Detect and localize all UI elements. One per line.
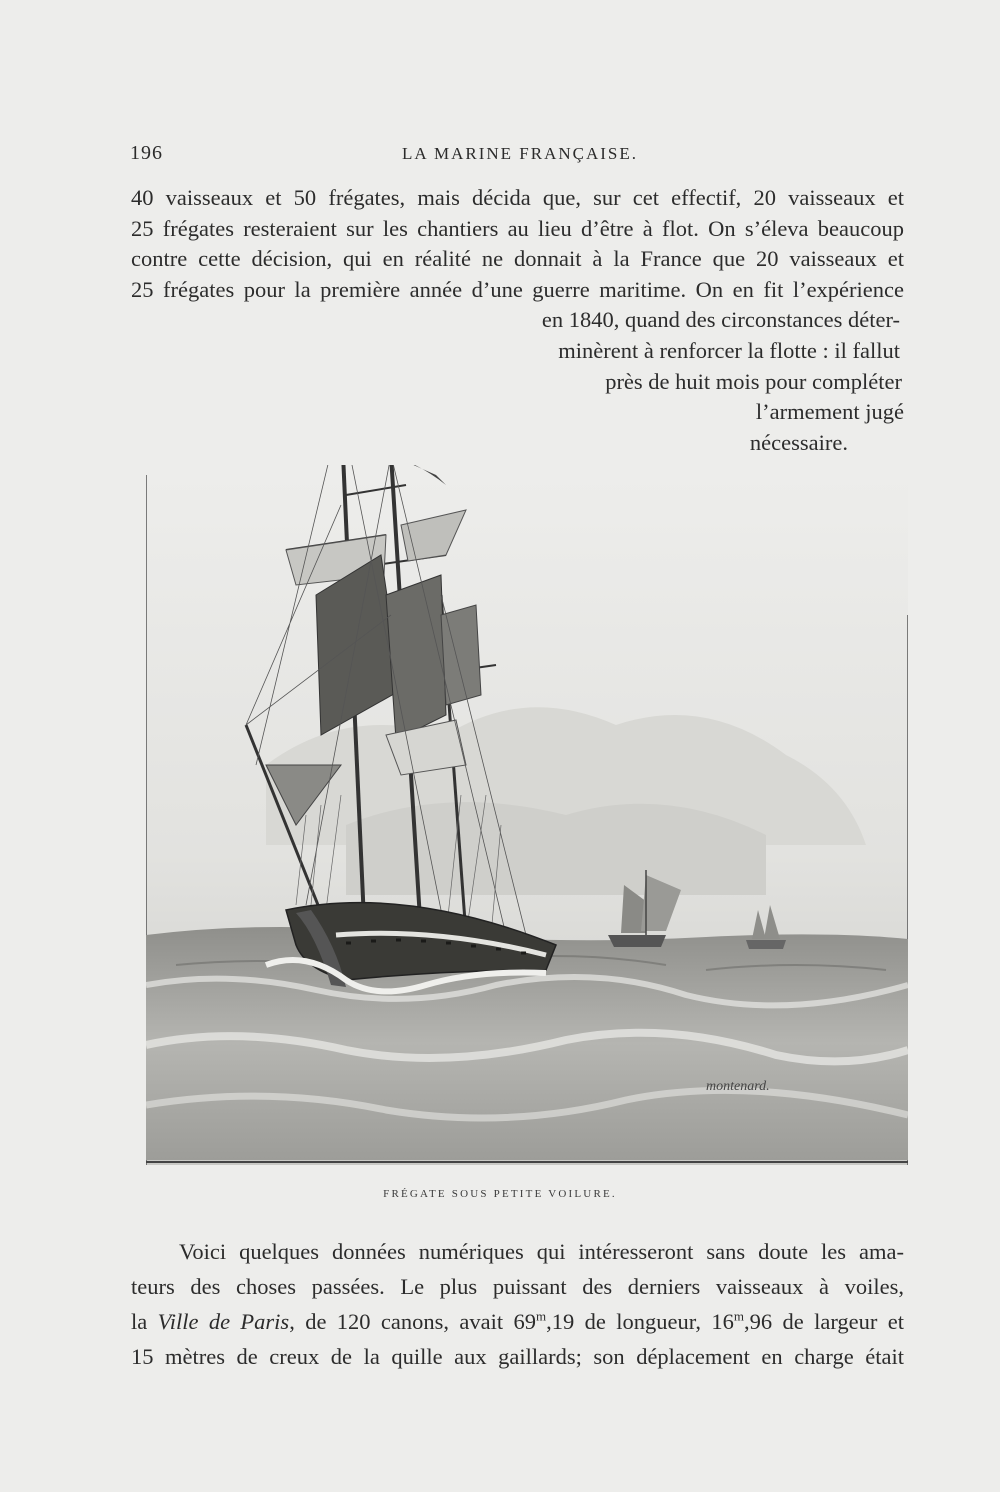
text-line: 40 vaisseaux et 50 frégates, mais décida que, sur cet effectif, 20 vaisseaux et: [131, 185, 904, 210]
ship-name: Ville de Paris: [157, 1309, 290, 1334]
text-line: teurs des choses passées. Le plus puissant des derniers vaisseaux à voiles,: [131, 1274, 904, 1299]
bottom-paragraph: [131, 1234, 904, 1374]
text-line: en 1840, quand des circonstances déter-: [541, 307, 900, 333]
text-line: 15 mètres de creux de la quille aux gaillards; son déplacement en charge était: [131, 1344, 904, 1369]
text-line: minèrent à renforcer la flotte : il fallut: [558, 337, 900, 363]
text-line: l’armement jugé: [755, 399, 904, 425]
superscript-m: m: [733, 1308, 744, 1324]
text-line: Voici quelques données numériques qui intéresseront sans doute les ama-: [179, 1239, 904, 1264]
text-fragment: , de 120 canons, avait 69: [289, 1309, 537, 1334]
running-title: LA MARINE FRANÇAISE.: [402, 144, 638, 163]
top-paragraph: [131, 183, 904, 458]
engraving-drawing: [146, 465, 908, 1165]
page-number: 196: [130, 142, 163, 164]
text-line: 25 frégates pour la première année d’une guerre maritime. On en fit l’expérience: [131, 276, 904, 302]
text-line: contre cette décision, qui en réalité ne donnait à la France que 20 vaisseaux et: [131, 246, 904, 272]
figure-caption: FRÉGATE SOUS PETITE VOILURE.: [383, 1188, 617, 1200]
text-line: nécessaire.: [749, 429, 848, 455]
text-fragment: ,19 de longueur, 16: [546, 1309, 734, 1334]
text-line: [131, 1304, 904, 1339]
text-line: 25 frégates resteraient sur les chantiers au lieu d’être à flot. On s’éleva beaucoup: [131, 215, 904, 241]
artist-signature: montenard.: [706, 1079, 770, 1094]
frigate-engraving: [146, 465, 908, 1165]
superscript-m: m: [536, 1308, 547, 1324]
page-header: [130, 142, 910, 172]
text-line: près de huit mois pour compléter: [605, 368, 902, 394]
text-fragment: ,96 de largeur et: [743, 1309, 904, 1334]
text-fragment: la: [131, 1309, 158, 1334]
